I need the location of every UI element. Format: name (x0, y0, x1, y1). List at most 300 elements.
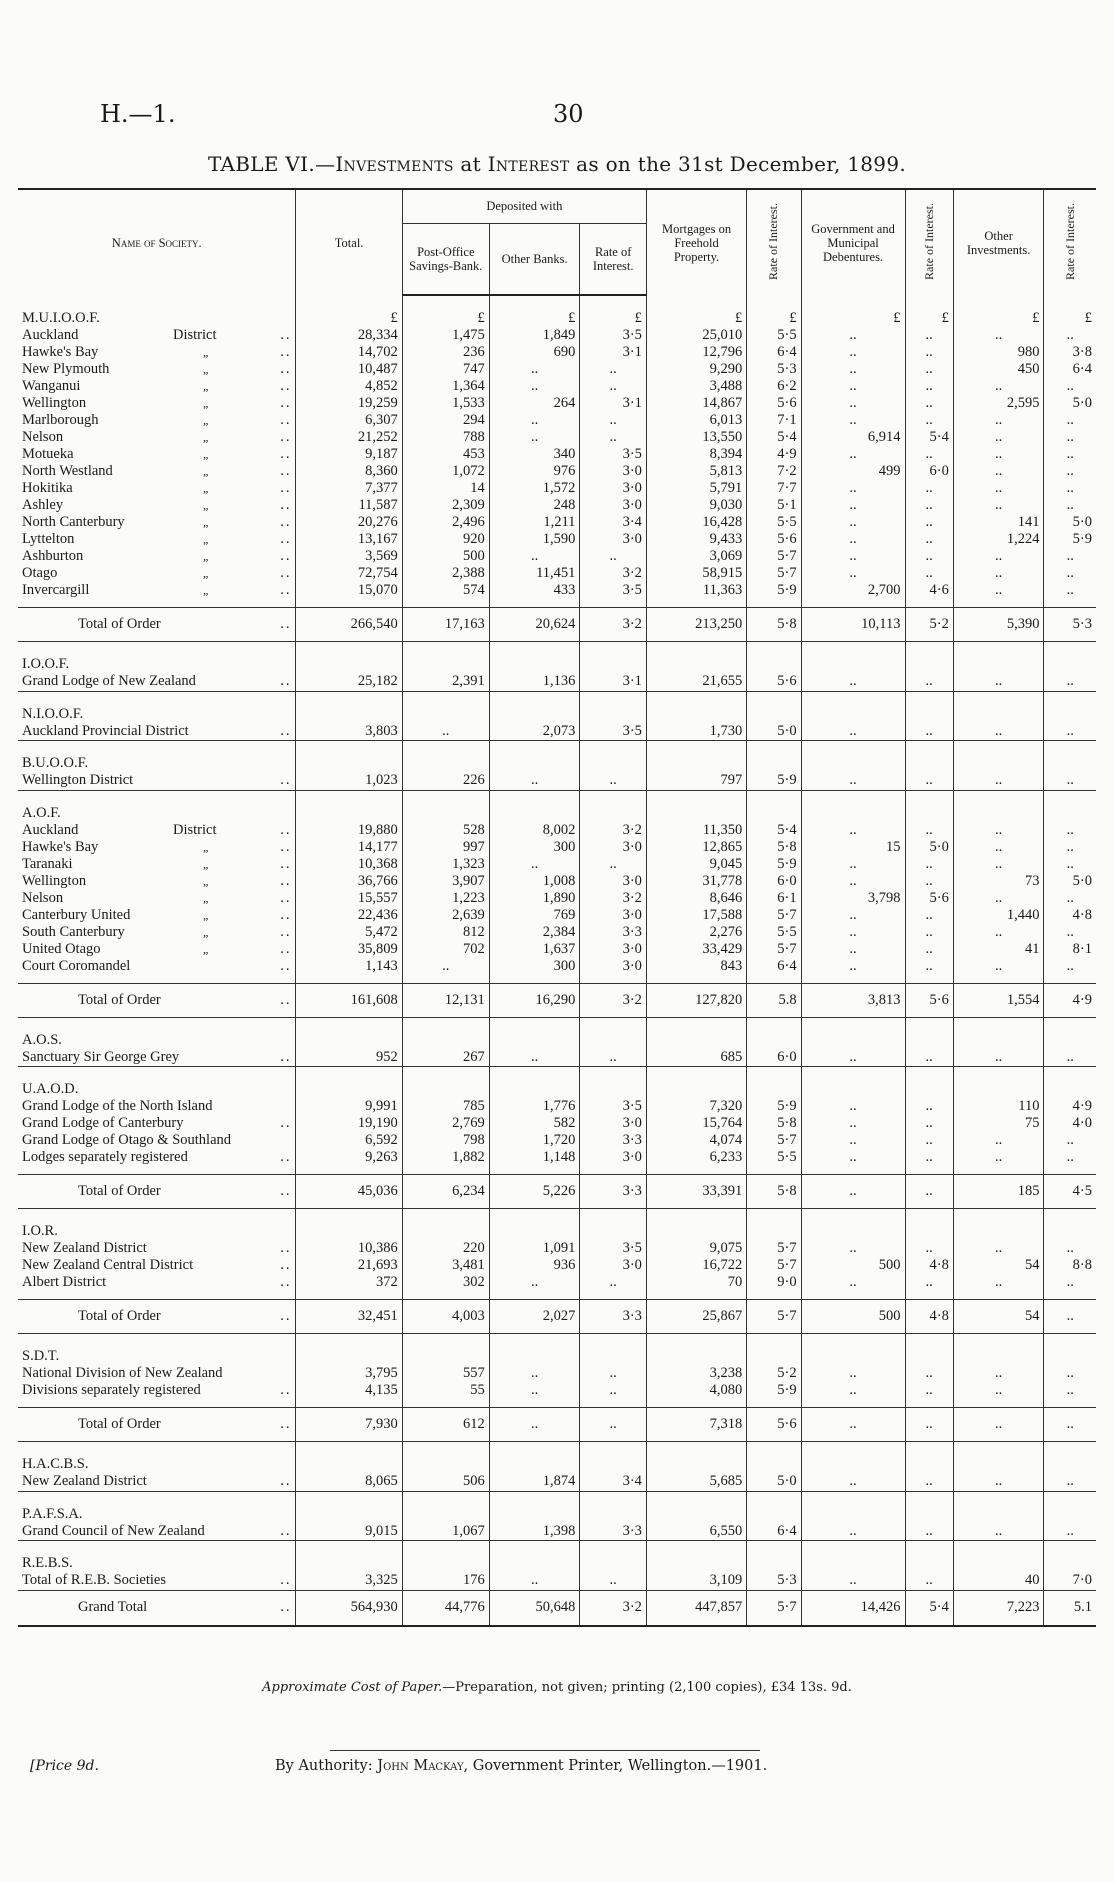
value-cell: 73 (953, 873, 1044, 890)
col-mortgages-header: Mortgages on Freehold Property. (646, 189, 746, 295)
society-name-cell (18, 890, 296, 907)
value-cell (296, 1017, 402, 1049)
value-cell (1044, 790, 1096, 822)
value-cell: 3·5 (580, 446, 646, 463)
grand-total-row (18, 1590, 1096, 1626)
value-cell: 300 (489, 958, 580, 984)
value-cell: 7,318 (646, 1408, 746, 1442)
value-cell: 3·4 (580, 1473, 646, 1491)
value-cell: .. (905, 673, 953, 691)
value-cell: 5·9 (1044, 531, 1096, 548)
table-row (18, 565, 1096, 582)
district-suffix: District (173, 327, 217, 343)
value-cell: 5·6 (905, 890, 953, 907)
value-cell: .. (1044, 958, 1096, 984)
value-cell: .. (1044, 497, 1096, 514)
table-row (18, 395, 1096, 412)
value-cell: 5·3 (747, 361, 801, 378)
table-row (18, 1523, 1096, 1541)
value-cell: 15,764 (646, 1115, 746, 1132)
value-cell: .. (953, 772, 1044, 790)
value-cell: 3·8 (1044, 344, 1096, 361)
value-cell: 372 (296, 1274, 402, 1300)
value-cell: £ (1044, 295, 1096, 327)
leader-dots: .. (280, 344, 292, 360)
value-cell: 3,569 (296, 548, 402, 565)
value-cell: 5·5 (747, 924, 801, 941)
value-cell: 3·2 (580, 1590, 646, 1626)
society-name: Wellington District (22, 772, 134, 789)
value-cell: 3·0 (580, 531, 646, 548)
value-cell (801, 1334, 905, 1366)
value-cell: 1,091 (489, 1240, 580, 1257)
value-cell: 5·7 (747, 941, 801, 958)
value-cell: 1,143 (296, 958, 402, 984)
leader-dots: .. (280, 1240, 292, 1256)
value-cell: 499 (801, 463, 905, 480)
table-row (18, 1382, 1096, 1408)
value-cell: .. (905, 1473, 953, 1491)
value-cell (1044, 1067, 1096, 1099)
ditto-mark: „ (203, 447, 210, 461)
value-cell (953, 790, 1044, 822)
value-cell: 3·1 (580, 395, 646, 412)
value-cell: .. (905, 924, 953, 941)
value-cell: £ (580, 295, 646, 327)
value-cell: 176 (402, 1572, 489, 1590)
printer-imprint (275, 1758, 767, 1774)
value-cell: 3·0 (580, 463, 646, 480)
value-cell: 19,880 (296, 822, 402, 839)
value-cell: 5·1 (747, 497, 801, 514)
value-cell (747, 642, 801, 674)
value-cell: .. (953, 429, 1044, 446)
value-cell (1044, 1017, 1096, 1049)
leader-dots: .. (280, 906, 292, 923)
value-cell: 17,588 (646, 907, 746, 924)
value-cell (296, 1442, 402, 1474)
value-cell: .. (953, 1240, 1044, 1257)
value-cell: 5·6 (747, 531, 801, 548)
value-cell: .. (1044, 924, 1096, 941)
table-row (18, 723, 1096, 741)
value-cell: .. (1044, 772, 1096, 790)
value-cell: 2,595 (953, 395, 1044, 412)
society-name-cell (18, 723, 296, 741)
value-cell: 2,384 (489, 924, 580, 941)
value-cell: .. (905, 1274, 953, 1300)
value-cell: £ (747, 295, 801, 327)
value-cell (801, 1442, 905, 1474)
value-cell (646, 1067, 746, 1099)
value-cell: 185 (953, 1175, 1044, 1209)
society-name-cell (18, 958, 296, 984)
value-cell (489, 1442, 580, 1474)
col-rate3-header (905, 189, 953, 295)
value-cell: 14 (402, 480, 489, 497)
ditto-mark: „ (203, 856, 210, 871)
value-cell (747, 1334, 801, 1366)
value-cell: 33,429 (646, 941, 746, 958)
value-cell: .. (801, 1274, 905, 1300)
value-cell: .. (905, 1132, 953, 1149)
table-title (0, 152, 1114, 176)
value-cell: 340 (489, 446, 580, 463)
society-name-cell (18, 1365, 296, 1382)
value-cell: 25,182 (296, 673, 402, 691)
ditto-mark: „ (203, 549, 210, 563)
leader-dots: .. (280, 722, 292, 739)
society-name-cell (18, 1334, 296, 1366)
value-cell (1044, 741, 1096, 773)
ditto-mark: „ (203, 839, 210, 854)
value-cell: .. (905, 361, 953, 378)
society-group-row (18, 1209, 1096, 1241)
value-cell: 528 (402, 822, 489, 839)
value-cell: 72,754 (296, 565, 402, 582)
leader-dots: .. (280, 889, 292, 906)
society-name: Otago (22, 565, 58, 581)
value-cell: 2,276 (646, 924, 746, 941)
value-cell (953, 1541, 1044, 1573)
value-cell: .. (953, 839, 1044, 856)
value-cell: 32,451 (296, 1300, 402, 1334)
table-row (18, 378, 1096, 395)
value-cell: .. (905, 446, 953, 463)
value-cell (1044, 1442, 1096, 1474)
leader-dots: .. (280, 497, 292, 513)
value-cell: 3·5 (580, 582, 646, 608)
society-group-row (18, 1017, 1096, 1049)
value-cell: 20,624 (489, 608, 580, 642)
value-cell: 5·0 (1044, 395, 1096, 412)
ditto-mark: „ (203, 583, 210, 597)
value-cell (747, 1067, 801, 1099)
value-cell: .. (905, 1149, 953, 1175)
value-cell: 5·3 (1044, 608, 1096, 642)
total-row (18, 608, 1096, 642)
leader-dots: .. (280, 855, 292, 872)
value-cell: .. (953, 1132, 1044, 1149)
value-cell: .. (402, 958, 489, 984)
society-name-cell (18, 907, 296, 924)
value-cell: 997 (402, 839, 489, 856)
value-cell (402, 1067, 489, 1099)
value-cell: 3·5 (580, 327, 646, 344)
leader-dots: .. (280, 940, 292, 957)
value-cell: 557 (402, 1365, 489, 1382)
table-row (18, 958, 1096, 984)
society-name-cell (18, 673, 296, 691)
value-cell (953, 741, 1044, 773)
value-cell: .. (580, 856, 646, 873)
table-row (18, 1240, 1096, 1257)
ditto-mark: „ (203, 515, 210, 529)
value-cell: 264 (489, 395, 580, 412)
value-cell: .. (801, 1240, 905, 1257)
society-name-cell (18, 1049, 296, 1067)
value-cell: .. (905, 548, 953, 565)
value-cell: .. (801, 856, 905, 873)
value-cell: 6·4 (1044, 361, 1096, 378)
value-cell: 21,655 (646, 673, 746, 691)
society-name: M.U.I.O.O.F. (22, 309, 100, 326)
value-cell (905, 790, 953, 822)
value-cell: 976 (489, 463, 580, 480)
value-cell: .. (801, 1523, 905, 1541)
value-cell (646, 1491, 746, 1523)
value-cell: .. (953, 1523, 1044, 1541)
value-cell (905, 1442, 953, 1474)
value-cell: £ (646, 295, 746, 327)
value-cell: 7,223 (953, 1590, 1044, 1626)
value-cell: 6·0 (747, 873, 801, 890)
value-cell: .. (1044, 1049, 1096, 1067)
value-cell: 40 (953, 1572, 1044, 1590)
value-cell (905, 691, 953, 723)
society-name: Auckland (22, 327, 79, 343)
value-cell: 13,167 (296, 531, 402, 548)
value-cell (489, 1491, 580, 1523)
value-cell: .. (953, 890, 1044, 907)
society-name: B.U.O.O.F. (22, 755, 89, 771)
society-group-row (18, 642, 1096, 674)
value-cell: 141 (953, 514, 1044, 531)
value-cell: 5.8 (747, 983, 801, 1017)
value-cell: .. (905, 327, 953, 344)
value-cell (646, 1334, 746, 1366)
society-name: United Otago (22, 940, 101, 957)
value-cell: 1,882 (402, 1149, 489, 1175)
value-cell: 9,015 (296, 1523, 402, 1541)
society-name-cell (18, 1132, 296, 1149)
value-cell: 294 (402, 412, 489, 429)
value-cell: 5·7 (747, 565, 801, 582)
value-cell: 70 (646, 1274, 746, 1300)
value-cell: .. (1044, 1300, 1096, 1334)
value-cell (953, 1491, 1044, 1523)
footer-rule (330, 1750, 760, 1751)
value-cell: 3·3 (580, 1132, 646, 1149)
leader-dots: .. (280, 1522, 292, 1539)
total-row (18, 1300, 1096, 1334)
society-name: Taranaki (22, 855, 73, 872)
leader-dots: .. (280, 327, 292, 343)
value-cell: .. (905, 1098, 953, 1115)
value-cell: 3,488 (646, 378, 746, 395)
value-cell: .. (801, 361, 905, 378)
value-cell: 4,074 (646, 1132, 746, 1149)
value-cell: 9,433 (646, 531, 746, 548)
value-cell: .. (905, 497, 953, 514)
ditto-mark: „ (203, 873, 210, 888)
value-cell: .. (905, 514, 953, 531)
value-cell: 41 (953, 941, 1044, 958)
page-number: 30 (553, 100, 584, 128)
value-cell: 22,436 (296, 907, 402, 924)
value-cell: 769 (489, 907, 580, 924)
value-cell: .. (1044, 856, 1096, 873)
value-cell: .. (801, 395, 905, 412)
value-cell: .. (801, 772, 905, 790)
society-name: Total of Order (78, 1308, 161, 1324)
value-cell: 6,307 (296, 412, 402, 429)
table-row (18, 1149, 1096, 1175)
value-cell: 9,290 (646, 361, 746, 378)
society-name: Canterbury United (22, 906, 131, 923)
table-row (18, 531, 1096, 548)
value-cell: 4·9 (1044, 983, 1096, 1017)
value-cell: .. (801, 548, 905, 565)
value-cell: 1,023 (296, 772, 402, 790)
value-cell: .. (1044, 565, 1096, 582)
value-cell (801, 1541, 905, 1573)
table-row (18, 327, 1096, 344)
value-cell: 19,190 (296, 1115, 402, 1132)
value-cell: 7·0 (1044, 1572, 1096, 1590)
society-group-row (18, 295, 1096, 327)
value-cell: 4·6 (905, 582, 953, 608)
society-name: Total of Order (78, 991, 161, 1008)
value-cell: 5·8 (747, 1115, 801, 1132)
ditto-mark: „ (203, 498, 210, 512)
value-cell: 17,163 (402, 608, 489, 642)
value-cell: .. (580, 361, 646, 378)
society-name: North Canterbury (22, 514, 125, 530)
leader-dots: .. (280, 821, 292, 838)
table-row (18, 673, 1096, 691)
leader-dots: .. (280, 514, 292, 530)
value-cell: .. (1044, 582, 1096, 608)
value-cell: 15,557 (296, 890, 402, 907)
society-name-cell (18, 873, 296, 890)
value-cell: 21,693 (296, 1257, 402, 1274)
value-cell: .. (905, 1049, 953, 1067)
leader-dots: .. (280, 548, 292, 564)
value-cell: 7,377 (296, 480, 402, 497)
value-cell: 1,720 (489, 1132, 580, 1149)
value-cell: .. (953, 463, 1044, 480)
ditto-mark: „ (203, 890, 210, 905)
society-name-cell (18, 941, 296, 958)
society-name-cell (18, 361, 296, 378)
value-cell (905, 1209, 953, 1241)
value-cell: 35,809 (296, 941, 402, 958)
value-cell: 612 (402, 1408, 489, 1442)
value-cell: 8,002 (489, 822, 580, 839)
value-cell: 3·1 (580, 344, 646, 361)
value-cell: .. (1044, 839, 1096, 856)
value-cell: 5·7 (747, 907, 801, 924)
value-cell: 4·8 (1044, 907, 1096, 924)
value-cell: 9,187 (296, 446, 402, 463)
value-cell: 3,795 (296, 1365, 402, 1382)
society-name-cell (18, 1149, 296, 1175)
value-cell (646, 790, 746, 822)
table-row (18, 1257, 1096, 1274)
society-name: Divisions separately registered (22, 1382, 201, 1398)
value-cell (1044, 1334, 1096, 1366)
table-row (18, 463, 1096, 480)
society-name: Motueka (22, 446, 74, 462)
value-cell: .. (580, 1274, 646, 1300)
value-cell: 28,334 (296, 327, 402, 344)
value-cell: 4·0 (1044, 1115, 1096, 1132)
value-cell: 564,930 (296, 1590, 402, 1626)
ditto-mark: „ (203, 532, 210, 546)
value-cell: 4,080 (646, 1382, 746, 1408)
value-cell: £ (905, 295, 953, 327)
value-cell: 788 (402, 429, 489, 446)
value-cell (402, 691, 489, 723)
leader-dots: .. (280, 1274, 292, 1290)
cost-label: Approximate Cost of Paper. (262, 1680, 443, 1695)
table-row (18, 873, 1096, 890)
value-cell: .. (1044, 1382, 1096, 1408)
society-name-cell (18, 1473, 296, 1491)
value-cell: 6,234 (402, 1175, 489, 1209)
value-cell: .. (905, 723, 953, 741)
value-cell: .. (801, 1115, 905, 1132)
value-cell: .. (1044, 446, 1096, 463)
value-cell: 8·8 (1044, 1257, 1096, 1274)
leader-dots: .. (280, 1149, 292, 1165)
value-cell (953, 691, 1044, 723)
table-row (18, 856, 1096, 873)
value-cell: 3·2 (580, 608, 646, 642)
value-cell: 54 (953, 1300, 1044, 1334)
value-cell: 213,250 (646, 608, 746, 642)
society-name-cell (18, 344, 296, 361)
value-cell: .. (580, 378, 646, 395)
value-cell (747, 1209, 801, 1241)
value-cell: 7·1 (747, 412, 801, 429)
value-cell: .. (905, 412, 953, 429)
society-name-cell (18, 1209, 296, 1241)
value-cell: 3·0 (580, 1257, 646, 1274)
col-govt-header: Government and Municipal Debentures. (801, 189, 905, 295)
authority-prefix: By Authority: (275, 1758, 378, 1774)
leader-dots: .. (280, 531, 292, 547)
table-row (18, 1274, 1096, 1300)
value-cell: 2,073 (489, 723, 580, 741)
value-cell: 11,451 (489, 565, 580, 582)
value-cell: .. (905, 1240, 953, 1257)
value-cell: 5·0 (1044, 514, 1096, 531)
value-cell: 1,072 (402, 463, 489, 480)
value-cell: .. (953, 1382, 1044, 1408)
leader-dots: .. (280, 1382, 292, 1398)
value-cell: 5·0 (747, 723, 801, 741)
value-cell: .. (1044, 1132, 1096, 1149)
value-cell: 506 (402, 1473, 489, 1491)
cost-note (0, 1680, 1114, 1695)
total-row (18, 1408, 1096, 1442)
value-cell: 300 (489, 839, 580, 856)
value-cell: .. (801, 1408, 905, 1442)
society-name: I.O.R. (22, 1223, 58, 1239)
value-cell: 5·0 (1044, 873, 1096, 890)
society-name-cell (18, 741, 296, 773)
col-rate2-label: Rate of Interest. (766, 202, 781, 280)
value-cell: 5·6 (905, 983, 953, 1017)
value-cell: 226 (402, 772, 489, 790)
value-cell: .. (489, 856, 580, 873)
value-cell: 5·4 (905, 1590, 953, 1626)
document-reference: H.—1. (100, 100, 176, 128)
leader-dots: .. (280, 991, 292, 1008)
society-name: New Plymouth (22, 361, 110, 377)
